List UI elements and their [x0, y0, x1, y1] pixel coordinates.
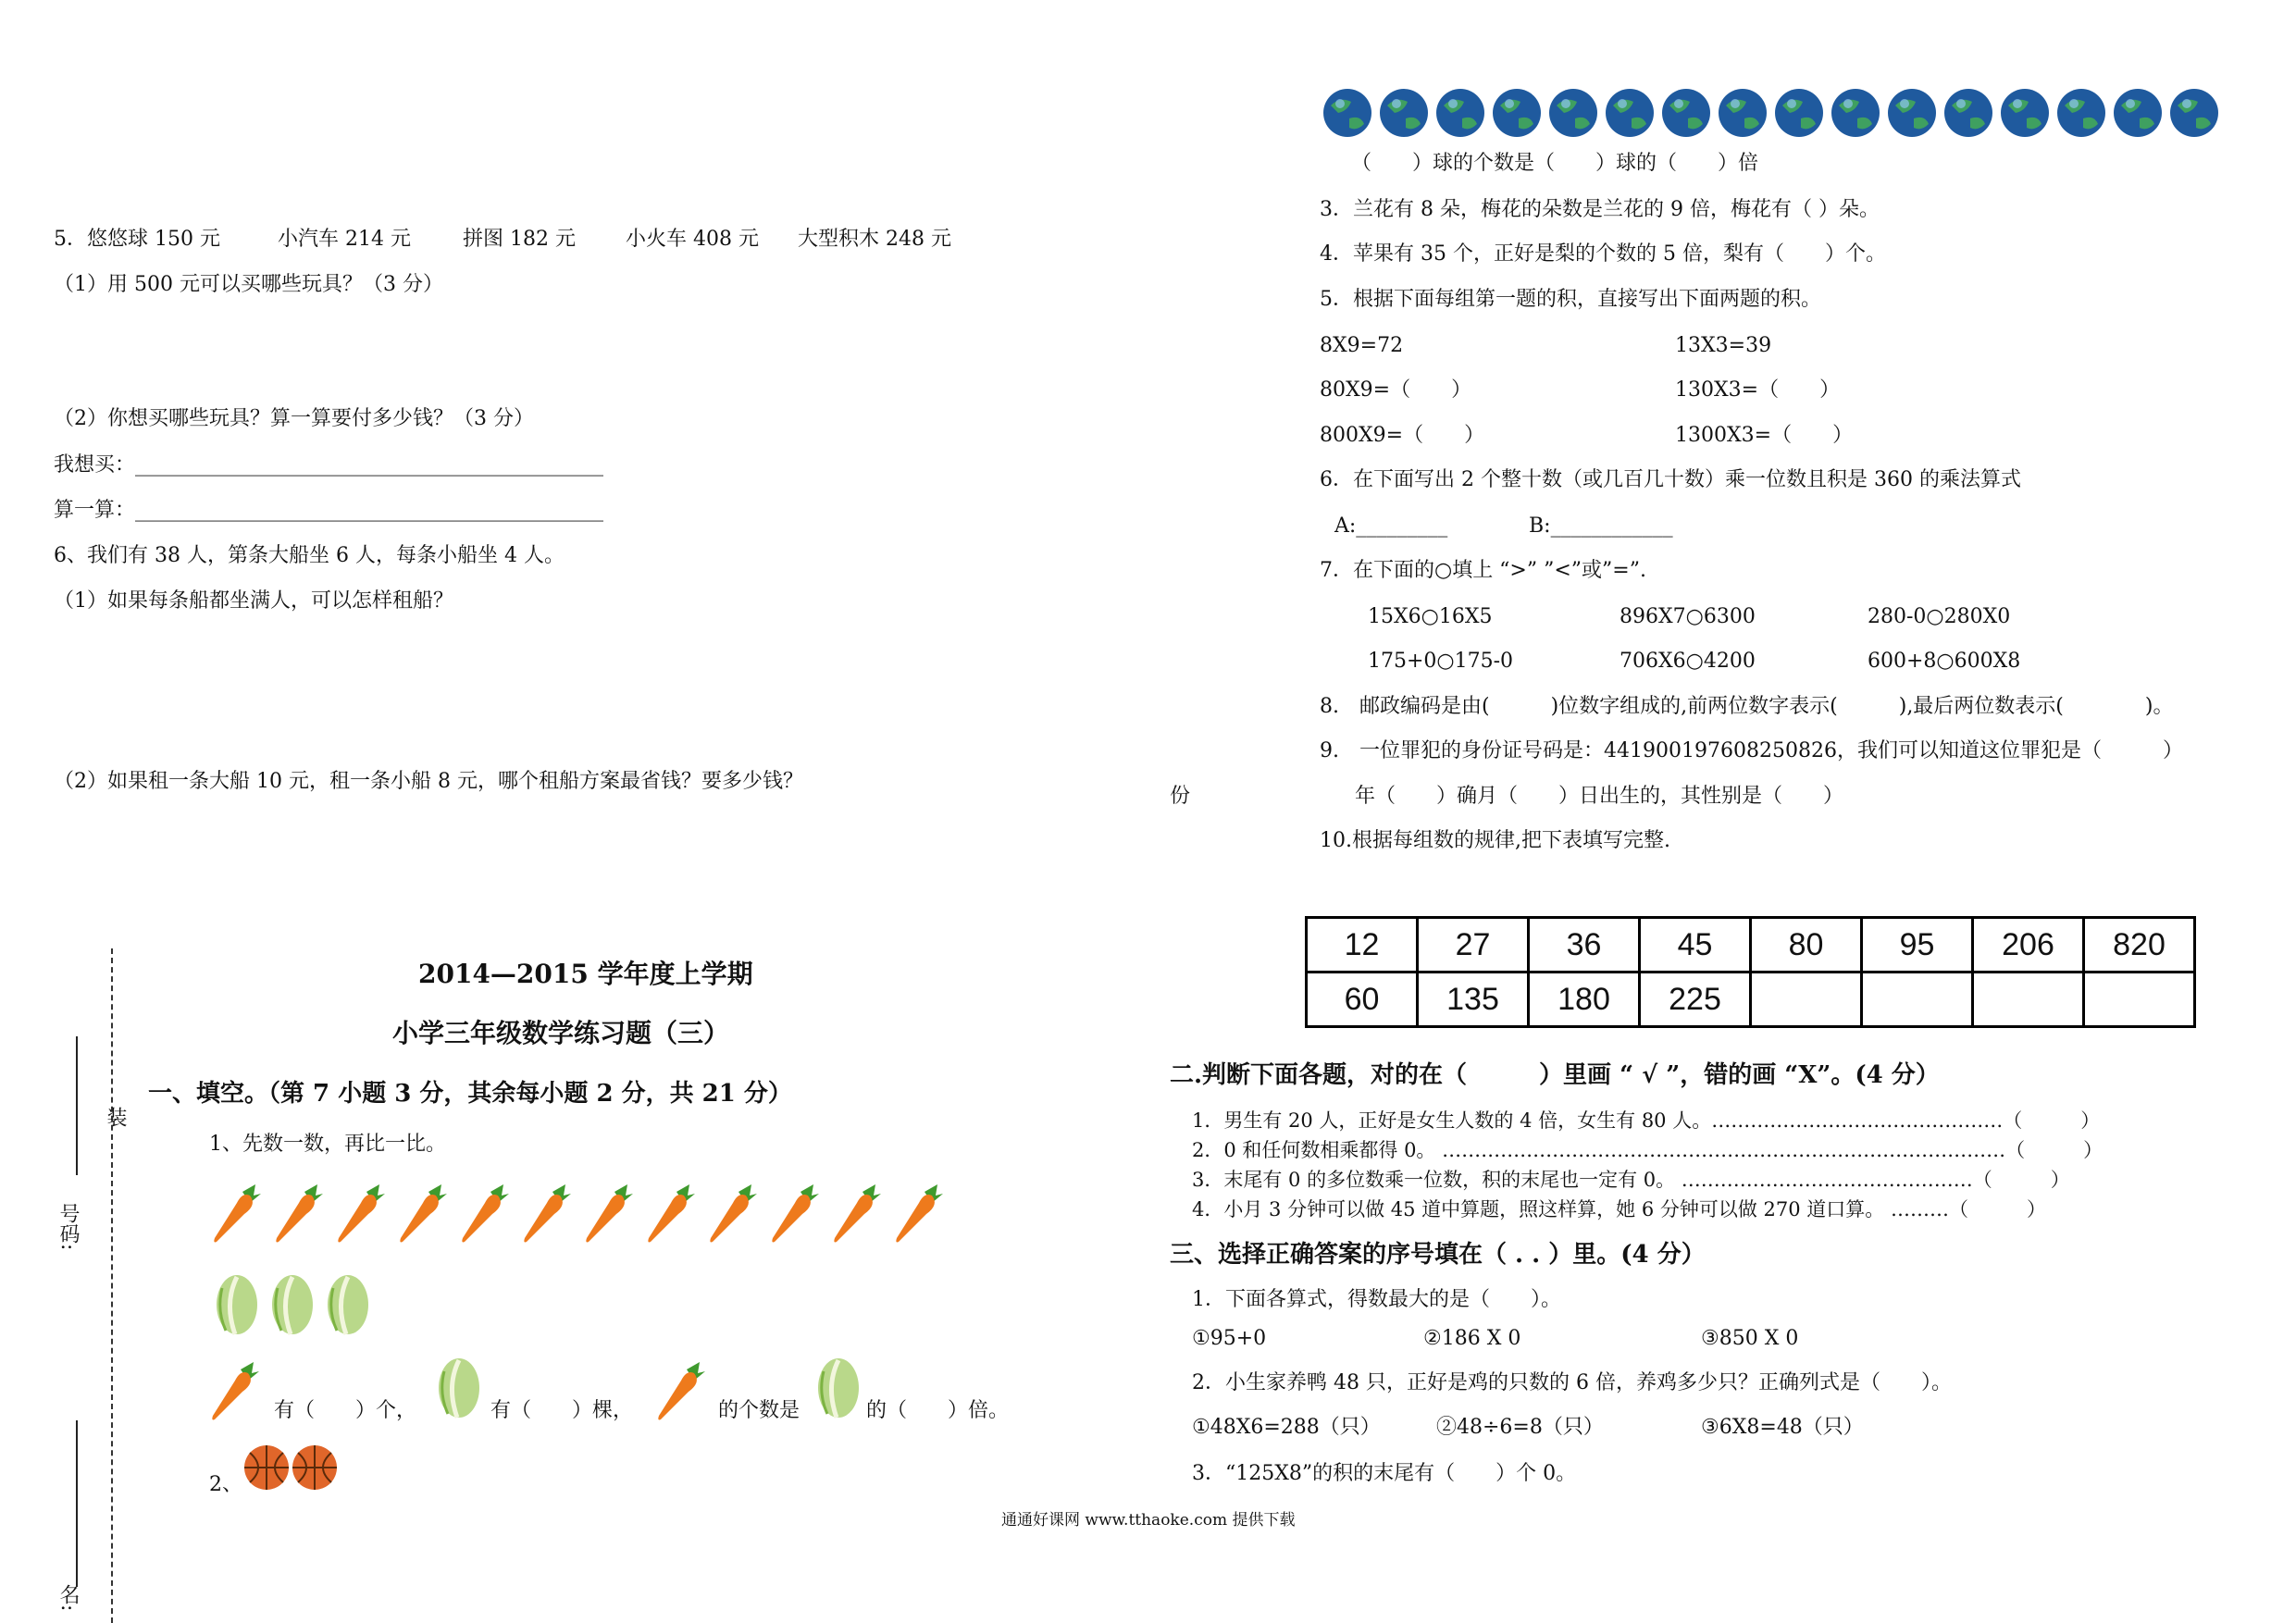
basketball-icon [291, 1443, 339, 1492]
globe-ball-icon [1942, 87, 1994, 139]
binding-zhuang: 装 [104, 1107, 127, 1127]
r-q6: 6．在下面写出 2 个整十数（或几百几十数）乘一位数且积是 360 的乘法算式 [1320, 468, 2021, 491]
r-q5-right-3: 1300X3=（ ） [1675, 424, 1854, 447]
s1-q1: 1、先数一数，再比一比。 [209, 1133, 446, 1156]
s3-q2-opt3: ③6X8=48（只） [1701, 1416, 1864, 1439]
globe-row [1322, 87, 2225, 139]
ball-compare-line: （ ）球的个数是（ ）球的（ ）倍 [1351, 152, 1759, 175]
q5-item-3: 拼图 182 元 [463, 228, 576, 251]
header-year: 2014—2015 学年度上学期 [418, 959, 753, 989]
r-q7-r1-b: 896X7○6300 [1620, 605, 1756, 628]
s3-q1-opt2: ②186 X 0 [1423, 1327, 1521, 1350]
carrot-icon [581, 1175, 635, 1245]
binding-dashed-line [111, 948, 113, 1623]
section3-title: 三、选择正确答案的序号填在（ . . ）里。(4 分） [1170, 1241, 1706, 1269]
carrot-icon [705, 1175, 759, 1245]
r-q5-right-2: 130X3=（ ） [1675, 378, 1841, 402]
q1-carrot-a [207, 1353, 269, 1423]
carrot-row [209, 1175, 953, 1245]
cabbage-icon [814, 1353, 863, 1419]
r-q3: 3．兰花有 8 朵，梅花的朵数是兰花的 9 倍，梅花有（ ）朵。 [1320, 198, 1880, 221]
table-cell: 95 [1862, 918, 1973, 973]
basketball-pair [242, 1443, 339, 1492]
r-q7-r2-a: 175+0○175-0 [1368, 650, 1514, 673]
r-q5-left-3: 800X9=（ ） [1320, 424, 1485, 447]
r-q4: 4．苹果有 35 个，正好是梨的个数的 5 倍，梨有（ ）个。 [1320, 242, 1886, 266]
basketball-icon [242, 1443, 291, 1492]
globe-ball-icon [1717, 87, 1769, 139]
s1-q2-label: 2、 [209, 1473, 242, 1496]
table-cell: 60 [1307, 973, 1418, 1027]
s2-item-4: 4．小月 3 分钟可以做 45 道中算题，照这样算，她 6 分钟可以做 270 道口算。 ………（ ） [1192, 1198, 2046, 1220]
section1-title: 一、填空。（第 7 小题 3 分，其余每小题 2 分，共 21 分） [148, 1080, 792, 1108]
s3-q2: 2．小生家养鸭 48 只，正好是鸡的只数的 6 倍，养鸡多少只？正确列式是（ ）。 [1192, 1371, 1952, 1394]
q1-carrot-b [653, 1353, 715, 1423]
table-cell: 45 [1640, 918, 1751, 973]
table-row [1307, 918, 2195, 973]
carrot-icon [643, 1175, 697, 1245]
q6-sub1: （1）如果每条船都坐满人，可以怎样租船？ [54, 589, 453, 613]
table-cell-blank[interactable] [2084, 973, 2195, 1027]
binding-haoma: 号码: [56, 1203, 80, 1251]
globe-ball-icon [1434, 87, 1486, 139]
table-row [1307, 973, 2195, 1027]
s3-q2-opt2: ②48÷6=8（只） [1436, 1416, 1604, 1439]
binding-solid-line-1 [76, 1036, 78, 1175]
carrot-icon [519, 1175, 573, 1245]
r-q7-r1-a: 15X6○16X5 [1368, 605, 1493, 628]
r-q9-fen: 份 [1170, 785, 1191, 808]
section2-title: 二.判断下面各题，对的在（ ）里画 “ √ ”，错的画 “X”。(4 分） [1170, 1061, 1940, 1089]
globe-ball-icon [1604, 87, 1656, 139]
q6-text: 6、我们有 38 人，第条大船坐 6 人，每条小船坐 4 人。 [54, 544, 565, 567]
s2-item-1: 1．男生有 20 人，正好是女生人数的 4 倍，女生有 80 人。………………………………………（ ） [1192, 1109, 2101, 1132]
cabbage-row [213, 1270, 379, 1336]
q6-sub2: （2）如果租一条大船 10 元，租一条小船 8 元，哪个租船方案最省钱？要多少钱？ [54, 770, 803, 793]
table-cell-blank[interactable] [1973, 973, 2084, 1027]
globe-ball-icon [1830, 87, 1881, 139]
table-cell: 206 [1973, 918, 2084, 973]
r-q5-left-2: 80X9=（ ） [1320, 378, 1472, 402]
carrot-icon [457, 1175, 511, 1245]
globe-ball-icon [1322, 87, 1373, 139]
r-q6-a[interactable]: A:_________ [1334, 514, 1448, 538]
table-cell: 180 [1529, 973, 1640, 1027]
sequence-table [1305, 916, 2196, 1028]
r-q9: 9. 一位罪犯的身份证号码是：441900197608250826，我们可以知道这位罪犯是（ ） [1320, 739, 2183, 762]
q5-calc-line[interactable]: 算一算：______________________________________________ [54, 499, 604, 522]
r-q7-r1-c: 280-0○280X0 [1868, 605, 2011, 628]
s3-q1: 1．下面各算式，得数最大的是（ ）。 [1192, 1288, 1561, 1311]
globe-ball-icon [1660, 87, 1712, 139]
globe-ball-icon [1378, 87, 1430, 139]
q5-sub2: （2）你想买哪些玩具？算一算要付多少钱？（3 分） [54, 407, 534, 430]
r-q5-left-1: 8X9=72 [1320, 334, 1404, 357]
carrot-icon [333, 1175, 387, 1245]
r-q5: 5．根据下面每组第一题的积，直接写出下面两题的积。 [1320, 288, 1821, 311]
r-q8: 8. 邮政编码是由( )位数字组成的,前两位数字表示( ),最后两位数表示( )。 [1320, 695, 2174, 718]
carrot-icon [891, 1175, 945, 1245]
s2-item-2: 2．0 和任何数相乘都得 0。 ……………………………………………………………………………（ ） [1192, 1139, 2104, 1161]
globe-ball-icon [1547, 87, 1599, 139]
globe-ball-icon [1773, 87, 1825, 139]
r-q7-r2-b: 706X6○4200 [1620, 650, 1756, 673]
binding-name: 名: [56, 1584, 80, 1612]
globe-ball-icon [2112, 87, 2164, 139]
table-cell: 27 [1418, 918, 1529, 973]
s3-q1-opt1: ①95+0 [1192, 1327, 1267, 1350]
q1-part3: 的个数是 [718, 1399, 800, 1422]
s3-q1-opt3: ③850 X 0 [1701, 1327, 1799, 1350]
q5-want-line[interactable]: 我想买：______________________________________________ [54, 453, 604, 477]
carrot-icon [767, 1175, 821, 1245]
table-cell: 135 [1418, 973, 1529, 1027]
cabbage-icon [268, 1270, 316, 1336]
table-cell: 80 [1751, 918, 1862, 973]
table-cell: 225 [1640, 973, 1751, 1027]
s2-item-3: 3．末尾有 0 的多位数乘一位数，积的末尾也一定有 0。 ………………………………………（ ） [1192, 1169, 2070, 1191]
q5-item-2: 小汽车 214 元 [278, 228, 411, 251]
r-q5-right-1: 13X3=39 [1675, 334, 1772, 357]
carrot-icon [829, 1175, 883, 1245]
globe-ball-icon [1999, 87, 2051, 139]
q5-item-4: 小火车 408 元 [626, 228, 759, 251]
cabbage-icon [435, 1353, 483, 1419]
r-q10: 10.根据每组数的规律,把下表填写完整. [1320, 829, 1670, 852]
carrot-icon [271, 1175, 325, 1245]
carrot-icon [395, 1175, 449, 1245]
page-title: 小学三年级数学练习题（三） [392, 1018, 730, 1048]
table-cell: 820 [2084, 918, 2195, 973]
carrot-icon [653, 1353, 707, 1423]
globe-ball-icon [2168, 87, 2220, 139]
s3-q3: 3．“125X8”的积的末尾有（ ）个 0。 [1192, 1462, 1577, 1485]
q5-sub1: （1）用 500 元可以买哪些玩具？（3 分） [54, 273, 443, 296]
cabbage-icon [324, 1270, 372, 1336]
cabbage-icon [213, 1270, 261, 1336]
q1-part1: 有（ ）个， [274, 1399, 417, 1422]
q1-cabbage-a [435, 1353, 490, 1419]
q1-cabbage-b [814, 1353, 870, 1419]
carrot-icon [209, 1175, 263, 1245]
globe-ball-icon [1886, 87, 1938, 139]
r-q9-b: 年（ ）确月（ ）日出生的，其性别是（ ） [1355, 785, 1844, 808]
table-cell: 12 [1307, 918, 1418, 973]
table-cell-blank[interactable] [1862, 973, 1973, 1027]
binding-solid-line-2 [76, 1420, 78, 1587]
r-q6-b[interactable]: B:____________ [1529, 514, 1673, 538]
q5-item-5: 大型积木 248 元 [798, 228, 951, 251]
globe-ball-icon [2055, 87, 2107, 139]
table-cell-blank[interactable] [1751, 973, 1862, 1027]
q1-part2: 有（ ）棵， [490, 1399, 634, 1422]
q1-part4: 的（ ）倍。 [866, 1399, 1010, 1422]
footer: 通通好课网 www.tthaoke.com 提供下载 [1001, 1511, 1296, 1530]
table-cell: 36 [1529, 918, 1640, 973]
q5-item-1: 5．悠悠球 150 元 [54, 228, 220, 251]
carrot-icon [207, 1353, 261, 1423]
r-q7-r2-c: 600+8○600X8 [1868, 650, 2021, 673]
r-q7: 7．在下面的○填上 “>” ”<”或”=”. [1320, 559, 1646, 582]
globe-ball-icon [1491, 87, 1543, 139]
s3-q2-opt1: ①48X6=288（只） [1192, 1416, 1381, 1439]
